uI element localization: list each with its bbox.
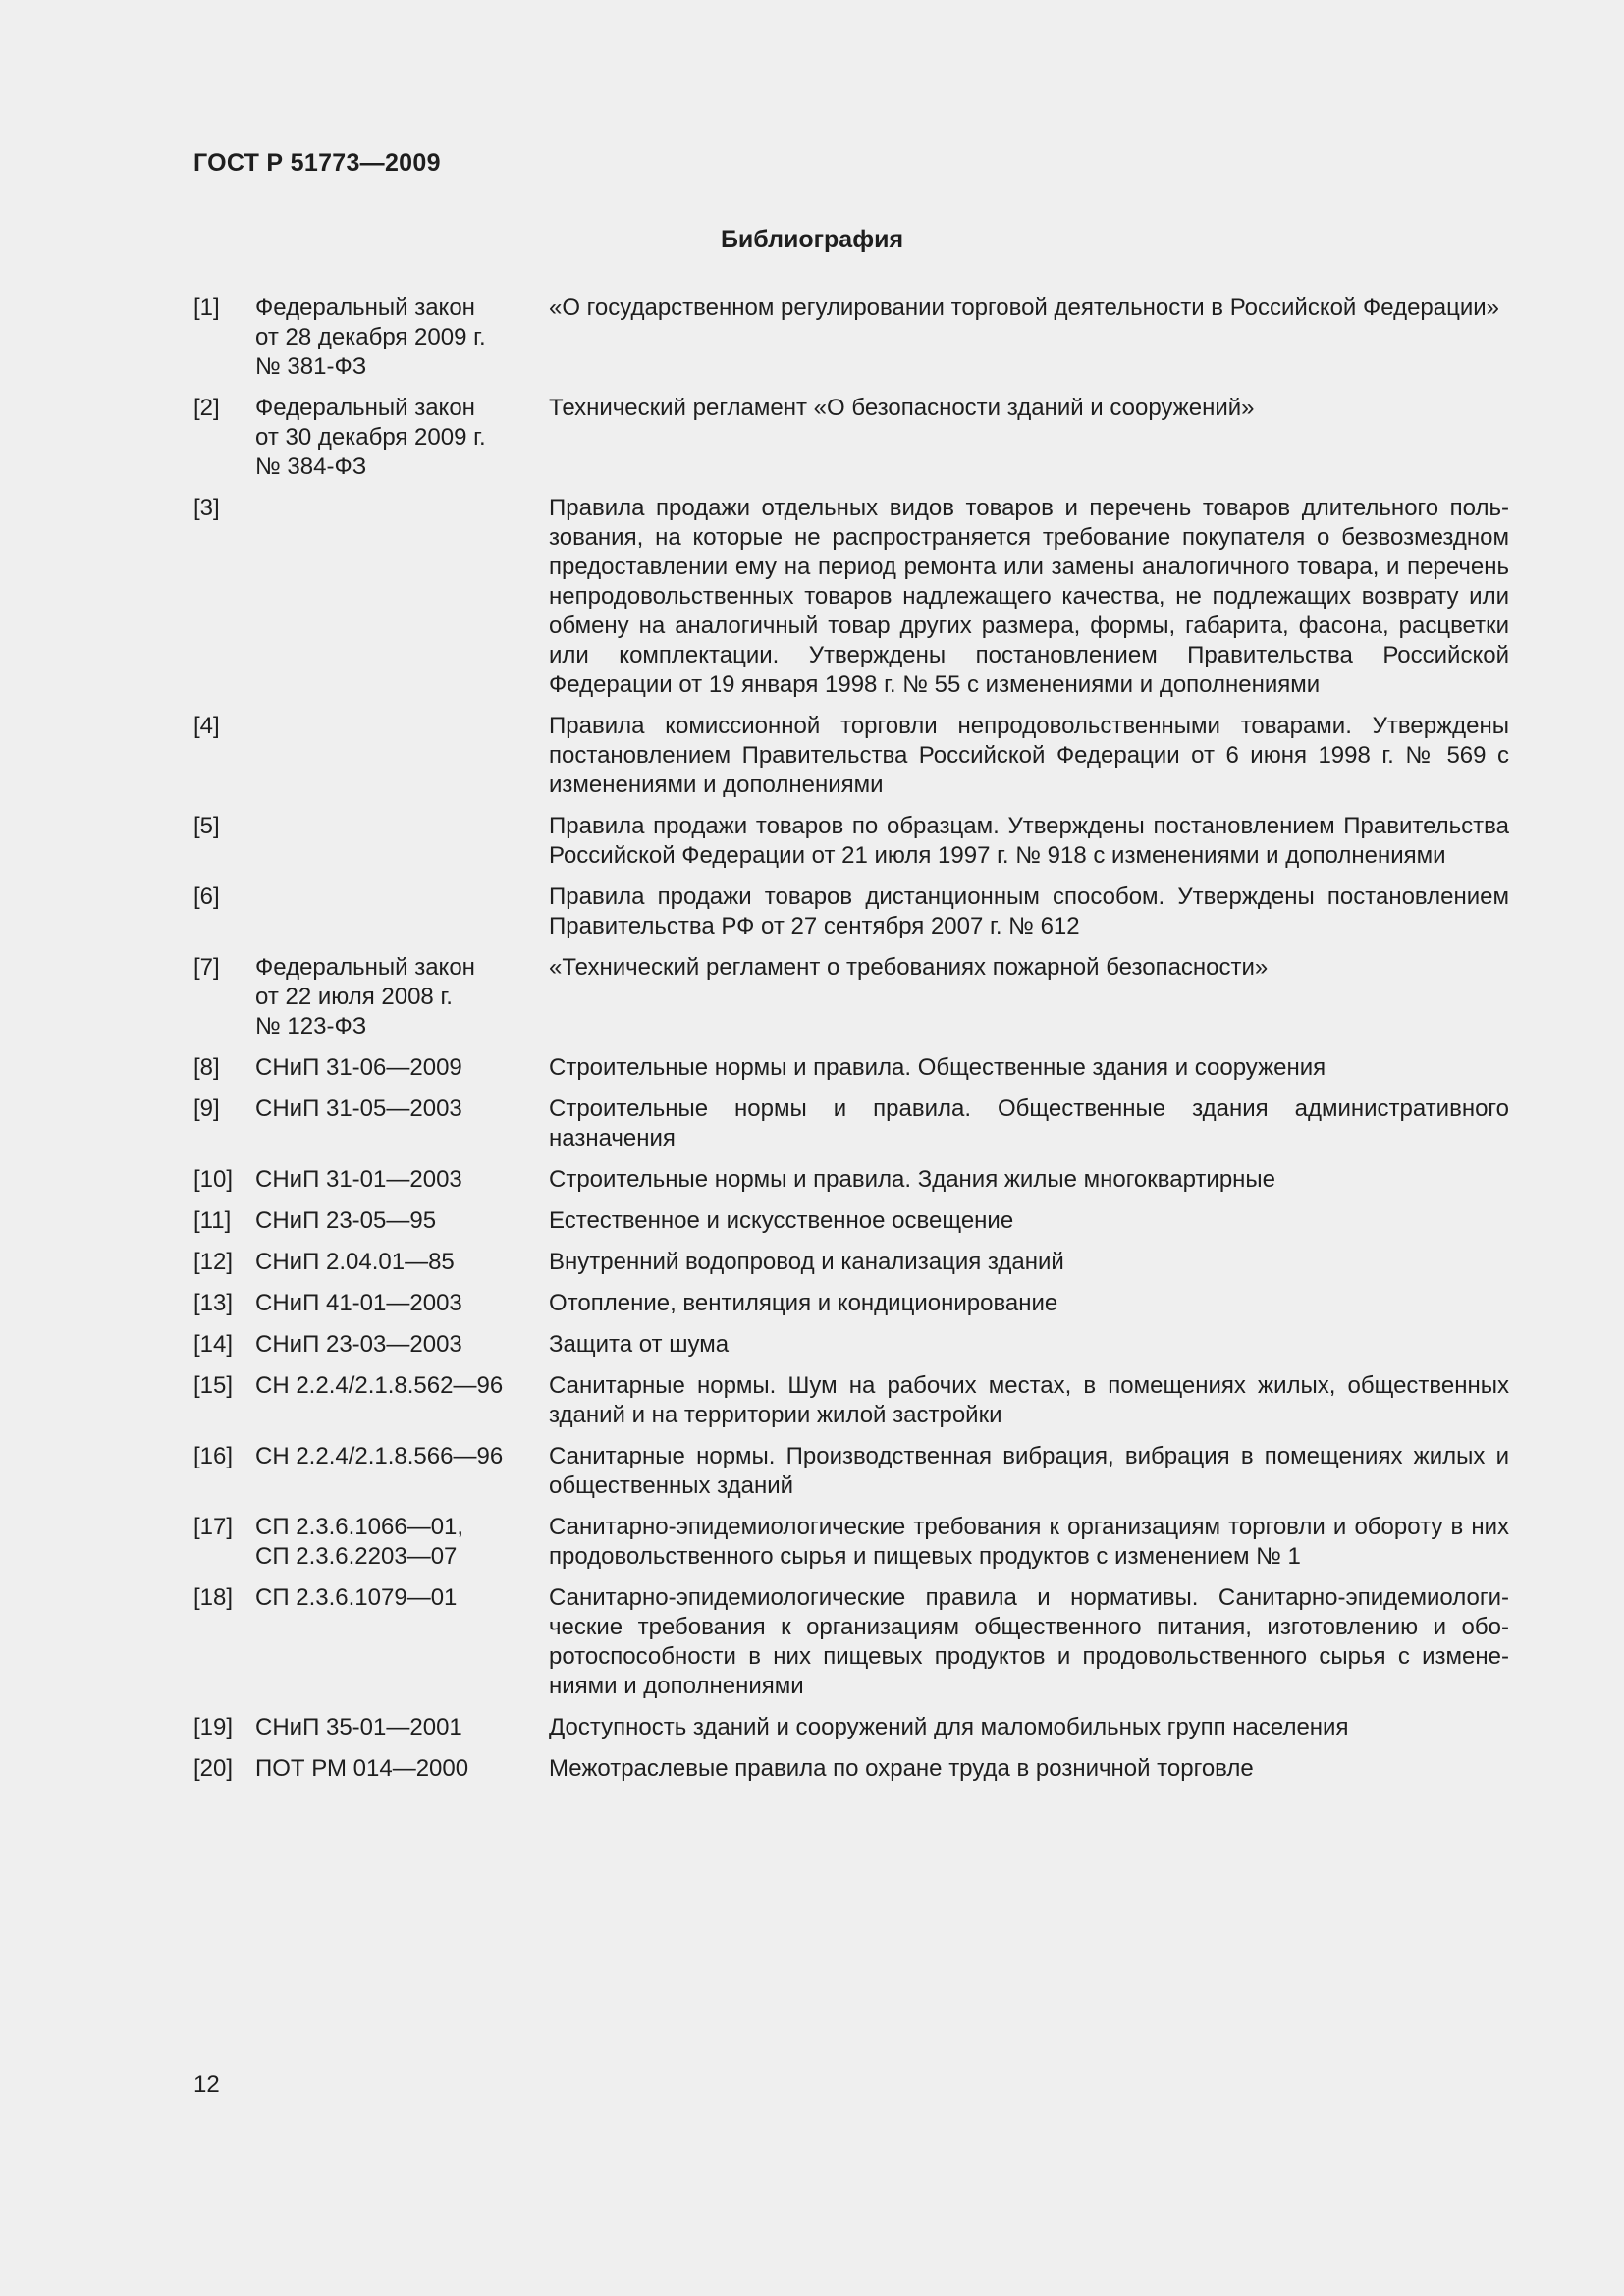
entry-source-line: от 30 декабря 2009 г.: [255, 424, 486, 451]
entry-source: [255, 1095, 549, 1153]
bibliography-entry: [193, 294, 1509, 382]
entry-number: [5]: [193, 813, 220, 839]
entry-number: [6]: [193, 883, 220, 910]
entry-number: [8]: [193, 1054, 220, 1081]
entry-description: Отопление, вентиляция и кондиционирование: [549, 1290, 1058, 1316]
entry-source: [255, 294, 549, 382]
document-code: ГОСТ Р 51773—2009: [193, 149, 441, 177]
entry-source-line: СНиП 31-06—2009: [255, 1054, 462, 1081]
entry-source-line: СНиП 35-01—2001: [255, 1714, 462, 1740]
entry-source: [255, 1289, 549, 1318]
bibliography-entry: [193, 1713, 1509, 1742]
entry-source-line: СНиП 41-01—2003: [255, 1290, 462, 1316]
entry-source-line: СН 2.2.4/2.1.8.562—96: [255, 1372, 504, 1399]
entry-source-line: СН 2.2.4/2.1.8.566—96: [255, 1443, 504, 1469]
entry-number: [17]: [193, 1514, 234, 1540]
entry-number: [11]: [193, 1207, 232, 1234]
entry-number: [16]: [193, 1443, 234, 1469]
bibliography-entry: [193, 1754, 1509, 1784]
entry-number: [13]: [193, 1290, 234, 1316]
entry-source-line: Федеральный закон: [255, 395, 475, 421]
entry-description: Внутренний водопровод и канализация зданий: [549, 1249, 1064, 1275]
entry-source: [255, 1206, 549, 1236]
entry-source: [255, 882, 549, 941]
entry-source: [255, 953, 549, 1041]
entry-source: [255, 812, 549, 871]
entry-description: Правила продажи отдельных видов товаров и перечень товаров длительного пользования, на которые не распространяется требование покупателя о безвозмездном предоставлении ему на период ремонта или замены аналогичного товара, и перечень непродовольственных товаров надлежащего качества, не подлежащих возврату или обмену на аналогичный товар других размера, формы, габарита, фасона, расцветки или комплектации. Утверждены постановлением Правительства Российской Федерации от 19 января 1998 г. № 55 с изменениями и дополнениями: [549, 495, 1509, 698]
bibliography-entry: [193, 1330, 1509, 1360]
entry-source: [255, 1754, 549, 1784]
bibliography-entry: [193, 812, 1509, 871]
section-title: Библиография: [720, 226, 904, 253]
entry-source: [255, 394, 549, 482]
entry-source-line: от 22 июля 2008 г.: [255, 984, 453, 1010]
entry-source-line: СП 2.3.6.1066—01,: [255, 1514, 464, 1540]
entry-number: [15]: [193, 1372, 234, 1399]
entry-source-line: СНиП 23-03—2003: [255, 1331, 462, 1358]
bibliography-entry: [193, 494, 1509, 700]
bibliography-entry: [193, 882, 1509, 941]
entry-description: Межотраслевые правила по охране труда в розничной торговле: [549, 1755, 1254, 1782]
entry-description: Правила комиссионной торговли непродовольственными товарами. Утверждены постановлением Правительства Российской Федерации от 6 июня 1998 г. № 569 с изменениями и дополнениями: [549, 713, 1509, 798]
entry-description: Санитарно-эпидемиологические правила и нормативы. Санитарно-эпидемиологические требования к организациям общественного питания, изготовлению и оборотоспособности в них пищевых продуктов и продовольственного сырья с изменениями и дополнениями: [549, 1584, 1509, 1699]
entry-description: Строительные нормы и правила. Общественные здания и сооружения: [549, 1054, 1326, 1081]
entry-description: Правила продажи товаров по образцам. Утверждены постановлением Правительства Российской Федерации от 21 июля 1997 г. № 918 с изменениями и дополнениями: [549, 813, 1509, 869]
entry-source-line: от 28 декабря 2009 г.: [255, 324, 486, 350]
entry-source-line: СНиП 31-01—2003: [255, 1166, 462, 1193]
bibliography-list: [193, 294, 1509, 1795]
entry-description: Технический регламент «О безопасности зданий и сооружений»: [549, 395, 1255, 421]
bibliography-entry: [193, 1095, 1509, 1153]
entry-number: [20]: [193, 1755, 234, 1782]
entry-number: [10]: [193, 1166, 234, 1193]
entry-source: [255, 1371, 549, 1430]
entry-source: [255, 1583, 549, 1701]
entry-description: «О государственном регулировании торговой деятельности в Российской Федерации»: [549, 294, 1500, 321]
entry-description: Санитарные нормы. Производственная вибрация, вибрация в помещениях жилых и общественных зданий: [549, 1443, 1509, 1499]
entry-source-line: СП 2.3.6.2203—07: [255, 1543, 458, 1570]
entry-source-line: Федеральный закон: [255, 294, 475, 321]
bibliography-entry: [193, 1248, 1509, 1277]
entry-source: [255, 1330, 549, 1360]
entry-description: Строительные нормы и правила. Общественные здания административного назначения: [549, 1095, 1509, 1151]
entry-description: Строительные нормы и правила. Здания жилые многоквартирные: [549, 1166, 1276, 1193]
entry-source-line: СНиП 2.04.01—85: [255, 1249, 455, 1275]
entry-number: [4]: [193, 713, 220, 739]
bibliography-entry: [193, 1371, 1509, 1430]
entry-source-line: СП 2.3.6.1079—01: [255, 1584, 458, 1611]
entry-number: [14]: [193, 1331, 234, 1358]
entry-source-line: № 381-ФЗ: [255, 353, 367, 380]
entry-description: Санитарно-эпидемиологические требования к организациям торговли и обороту в них продовольственного сырья и пищевых продуктов с изменением № 1: [549, 1514, 1509, 1570]
bibliography-entry: [193, 712, 1509, 800]
entry-source-line: № 384-ФЗ: [255, 454, 367, 480]
entry-description: Защита от шума: [549, 1331, 730, 1358]
bibliography-entry: [193, 1165, 1509, 1195]
entry-source-line: ПОТ РМ 014—2000: [255, 1755, 469, 1782]
bibliography-entry: [193, 394, 1509, 482]
entry-source: [255, 494, 549, 700]
entry-source-line: СНиП 23-05—95: [255, 1207, 437, 1234]
bibliography-entry: [193, 1583, 1509, 1701]
entry-description: Санитарные нормы. Шум на рабочих местах, в помещениях жилых, общественных зданий и на территории жилой застройки: [549, 1372, 1509, 1428]
entry-description: «Технический регламент о требованиях пожарной безопасности»: [549, 954, 1269, 981]
bibliography-entry: [193, 1442, 1509, 1501]
entry-source: [255, 1248, 549, 1277]
entry-source: [255, 1513, 549, 1572]
bibliography-entry: [193, 953, 1509, 1041]
entry-source-line: Федеральный закон: [255, 954, 475, 981]
entry-number: [3]: [193, 495, 220, 521]
entry-number: [7]: [193, 954, 220, 981]
entry-number: [12]: [193, 1249, 234, 1275]
page-number: 12: [193, 2071, 220, 2098]
entry-source-line: № 123-ФЗ: [255, 1013, 367, 1040]
entry-description: Доступность зданий и сооружений для маломобильных групп населения: [549, 1714, 1349, 1740]
entry-source: [255, 1713, 549, 1742]
entry-source-line: СНиП 31-05—2003: [255, 1095, 462, 1122]
entry-source: [255, 1053, 549, 1083]
bibliography-entry: [193, 1053, 1509, 1083]
entry-number: [1]: [193, 294, 220, 321]
entry-number: [2]: [193, 395, 220, 421]
bibliography-entry: [193, 1289, 1509, 1318]
entry-number: [18]: [193, 1584, 234, 1611]
entry-description: Правила продажи товаров дистанционным способом. Утверждены постановлением Правительства РФ от 27 сентября 2007 г. № 612: [549, 883, 1509, 939]
entry-source: [255, 1165, 549, 1195]
bibliography-entry: [193, 1513, 1509, 1572]
entry-description: Естественное и искусственное освещение: [549, 1207, 1014, 1234]
entry-number: [19]: [193, 1714, 234, 1740]
entry-source: [255, 1442, 549, 1501]
entry-source: [255, 712, 549, 800]
bibliography-entry: [193, 1206, 1509, 1236]
entry-number: [9]: [193, 1095, 220, 1122]
